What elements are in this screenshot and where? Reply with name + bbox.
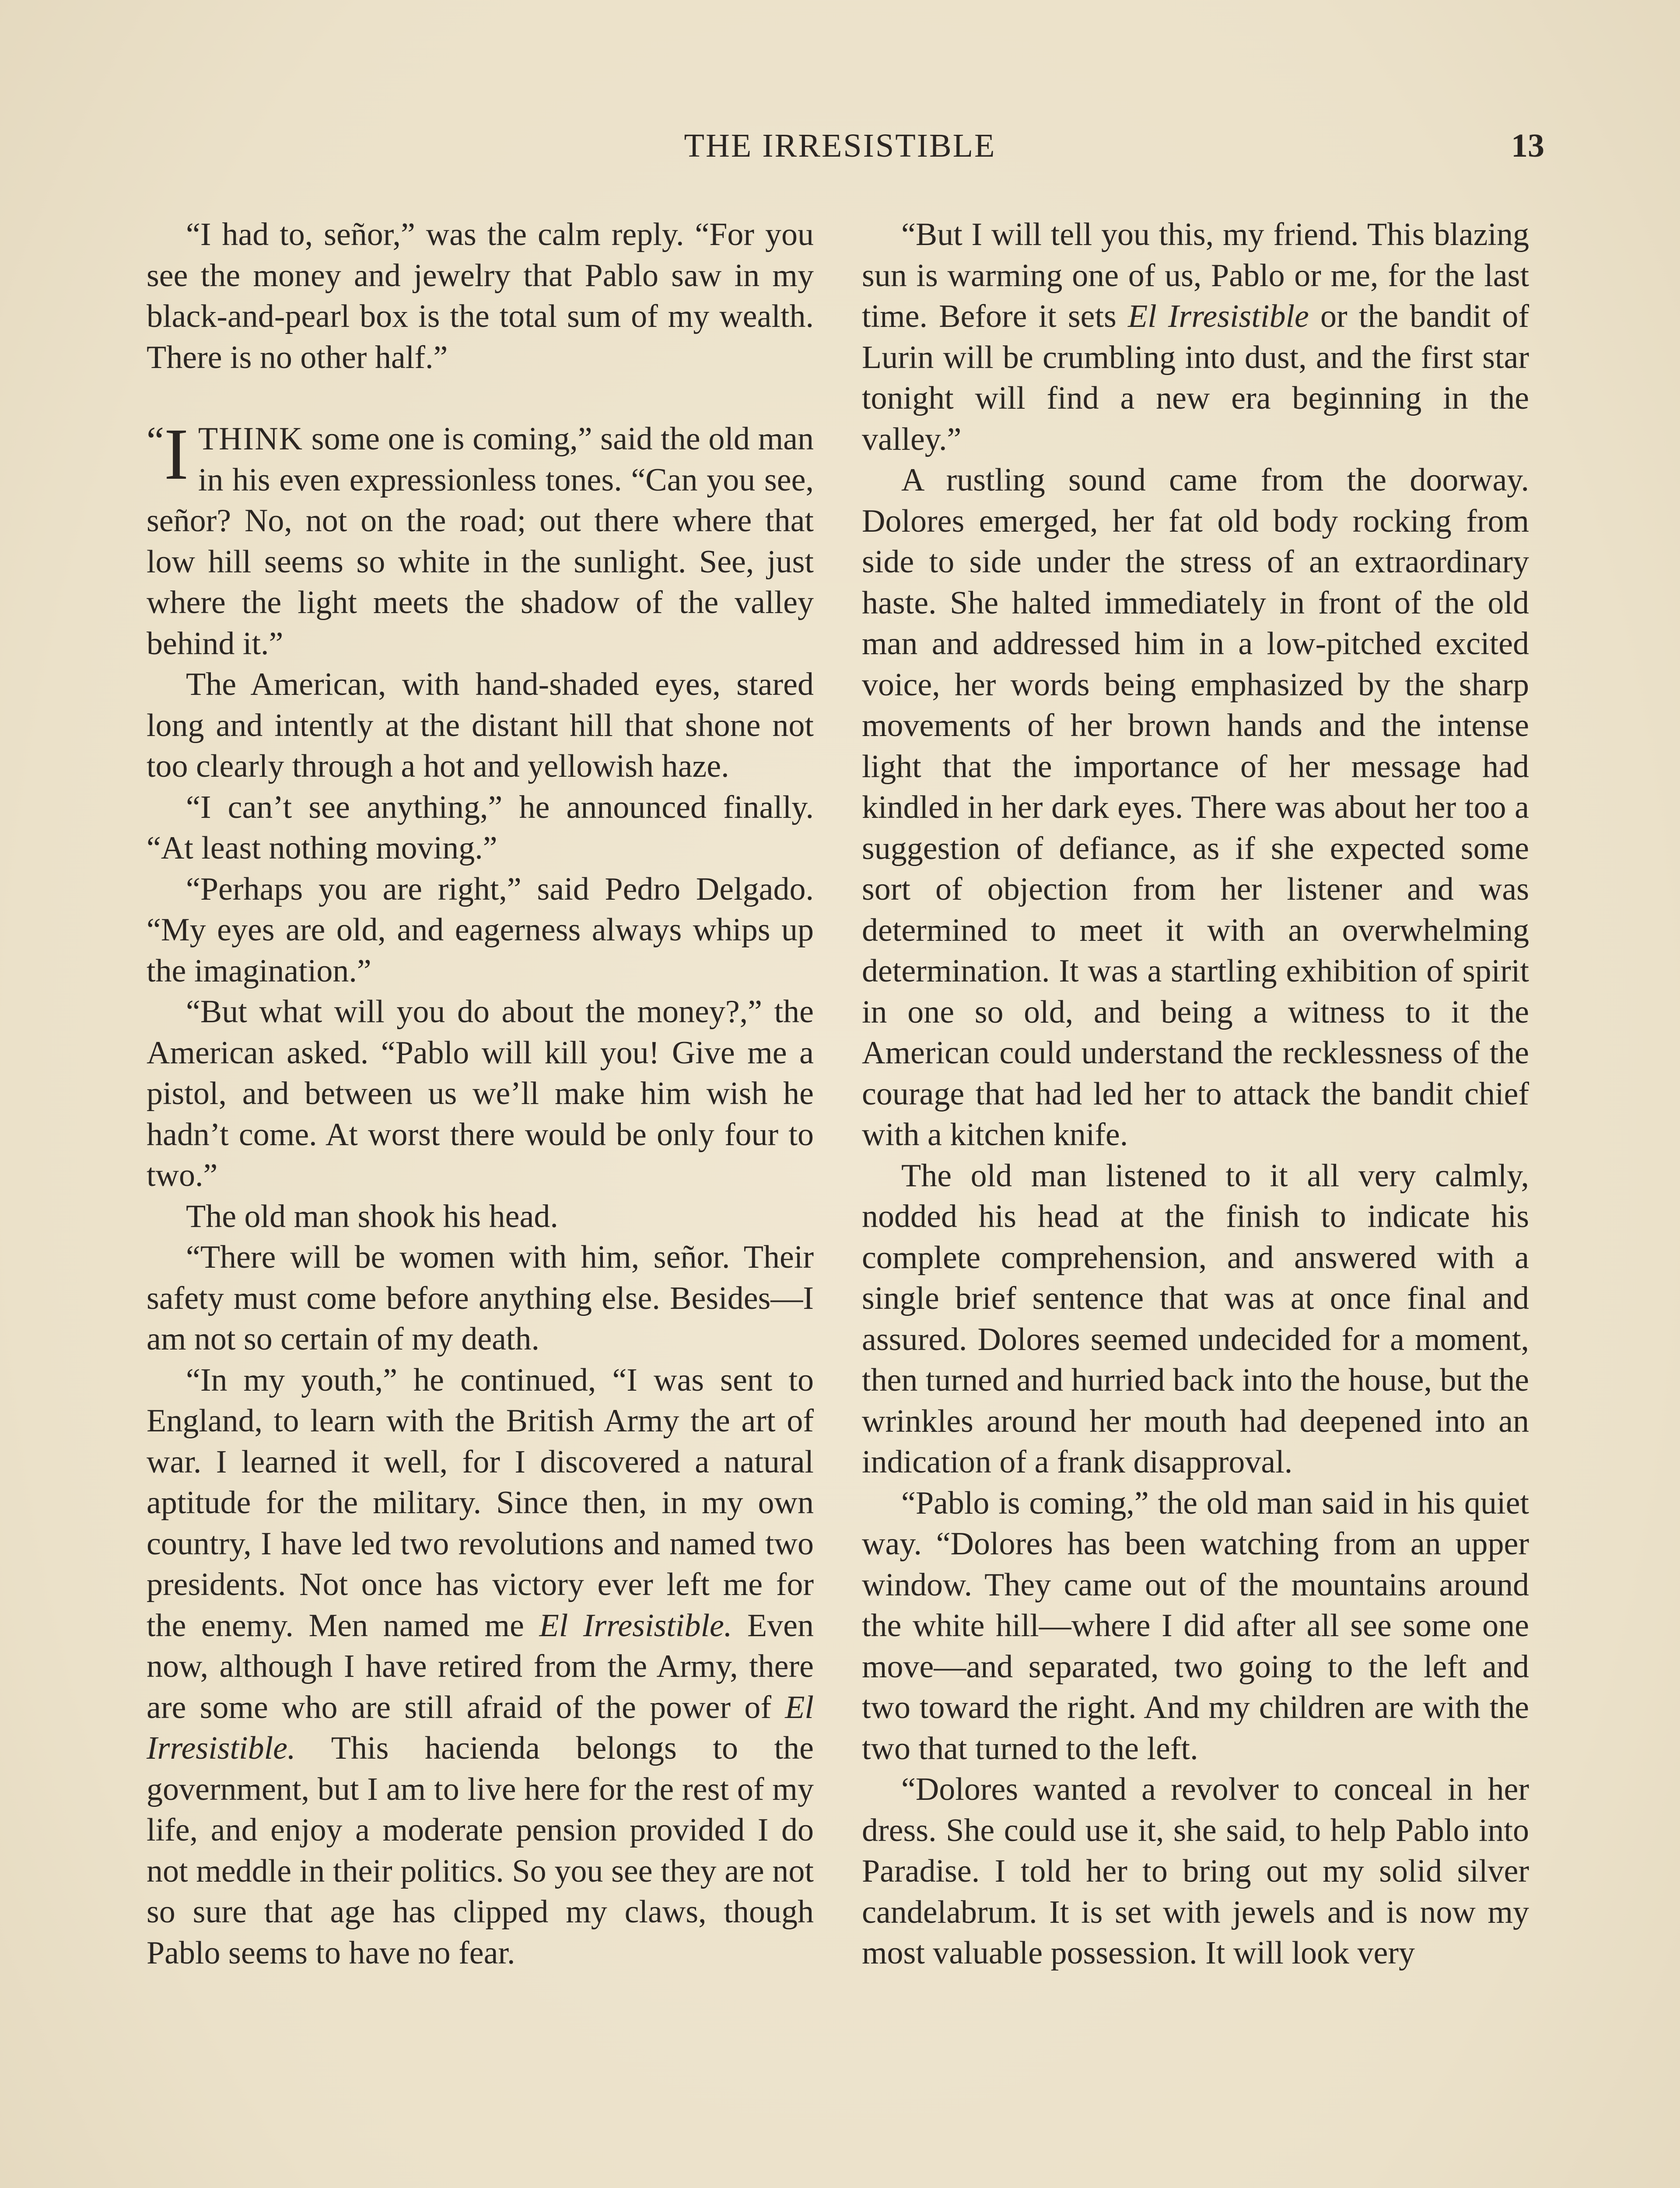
paragraph: The old man shook his head. (186, 1198, 558, 1234)
italic-name: El Irresistible (1127, 298, 1309, 334)
drop-cap-letter: I (164, 414, 189, 495)
drop-cap-quote: “ (147, 419, 164, 463)
running-title: THE IRRESISTIBLE (684, 127, 996, 164)
paragraph (862, 214, 1529, 460)
paragraph: “Pablo is coming,” the old man said in his quiet way. “Dolores has been watching from an upper window. They came out of the mountains around the white hill—where I did after all see some one move—and separated, two going to the left and two toward the right. And my children are with the two that turned to the left. (862, 1485, 1529, 1767)
running-head (0, 127, 1680, 179)
paragraph: “There will be women with him, señor. Their safety must come before anything else. Besides—I am not so certain of my death. (147, 1239, 814, 1357)
paragraph (147, 1360, 814, 1974)
paragraph: “Perhaps you are right,” said Pedro Delgado. “My eyes are old, and eagerness always whips up the imagination.” (147, 871, 814, 989)
page-number: 13 (1511, 127, 1544, 164)
paragraph-dropcap (147, 414, 814, 664)
lead-word: THINK (198, 421, 304, 457)
paragraph: The American, with hand-shaded eyes, stared long and intently at the distant hill that shone not too clearly through a hot and yellowish haze. (147, 666, 814, 784)
paragraph-text: “But I will tell you this, my friend. This blazing sun is warming one of us, Pablo or me, for the last time. Before it sets (862, 217, 1529, 334)
italic-name: El Irresistible. (147, 1689, 814, 1766)
paragraph-text: some one is coming,” said the old man in his even expressionless tones. “Can you see, señor? No, not on the road; out there where that low hill seems so white in the sunlight. See, just where the light meets the shadow of the valley behind it.” (147, 421, 814, 662)
right-column (862, 214, 1529, 1974)
paragraph-text: Even now, although I have retired from the Army, there are some who are still afraid of the power of (147, 1607, 814, 1725)
paragraph: “I had to, señor,” was the calm reply. “For you see the money and jewelry that Pablo saw in my black-and-pearl box is the total sum of my wealth. There is no other half.” (147, 217, 814, 375)
drop-cap (147, 414, 189, 495)
paragraph: “I can’t see anything,” he announced finally. “At least nothing moving.” (147, 789, 814, 866)
paragraph: “But what will you do about the money?,” the American asked. “Pablo will kill you! Give me a pistol, and between us we’ll make him wish he hadn’t come. At worst there would be only four to two.” (147, 994, 814, 1193)
paragraph-text: or the bandit of Lurin will be crumbling into dust, and the first star tonight will find a new era beginning in the valley.” (862, 298, 1530, 457)
italic-name: El Irresistible. (539, 1607, 732, 1644)
paragraph-text: This hacienda belongs to the government, but I am to live here for the rest of my life, and enjoy a moderate pension provided I do not meddle in their politics. So you see they are not so sure that age has clipped my claws, though Pablo seems to have no fear. (147, 1730, 814, 1971)
paragraph: A rustling sound came from the doorway. Dolores emerged, her fat old body rocking from side to side under the stress of an extraordinary haste. She halted immediately in front of the old man and addressed him in a low-pitched excited voice, her words being emphasized by the sharp movements of her brown hands and the intense light that the importance of her message had kindled in her dark eyes. There was about her too a suggestion of defiance, as if she expected some sort of objection from her listener and was determined to meet it with an overwhelming determination. It was a startling exhibition of spirit in one so old, and being a witness to it the American could understand the recklessness of the courage that had led her to attack the bandit chief with a kitchen knife. (862, 462, 1529, 1153)
paragraph: The old man listened to it all very calmly, nodded his head at the finish to indicate his complete comprehension, and answered with a single brief sentence that was at once final and assured. Dolores seemed undecided for a moment, then turned and hurried back into the house, but the wrinkles around her mouth had deepened into an indication of a frank disapproval. (862, 1157, 1529, 1480)
paragraph-text: “In my youth,” he continued, “I was sent to England, to learn with the British Army the art of war. I learned it well, for I discovered a natural aptitude for the military. Since then, in my own country, I have led two revolutions and named two presidents. Not once has victory ever left me for the enemy. Men named me (147, 1362, 814, 1644)
left-column (147, 214, 814, 1974)
paragraph: “Dolores wanted a revolver to conceal in her dress. She could use it, she said, to help Pablo into Paradise. I told her to bring out my solid silver candelabrum. It is set with jewels and is now my most valuable possession. It will look very (862, 1771, 1529, 1971)
